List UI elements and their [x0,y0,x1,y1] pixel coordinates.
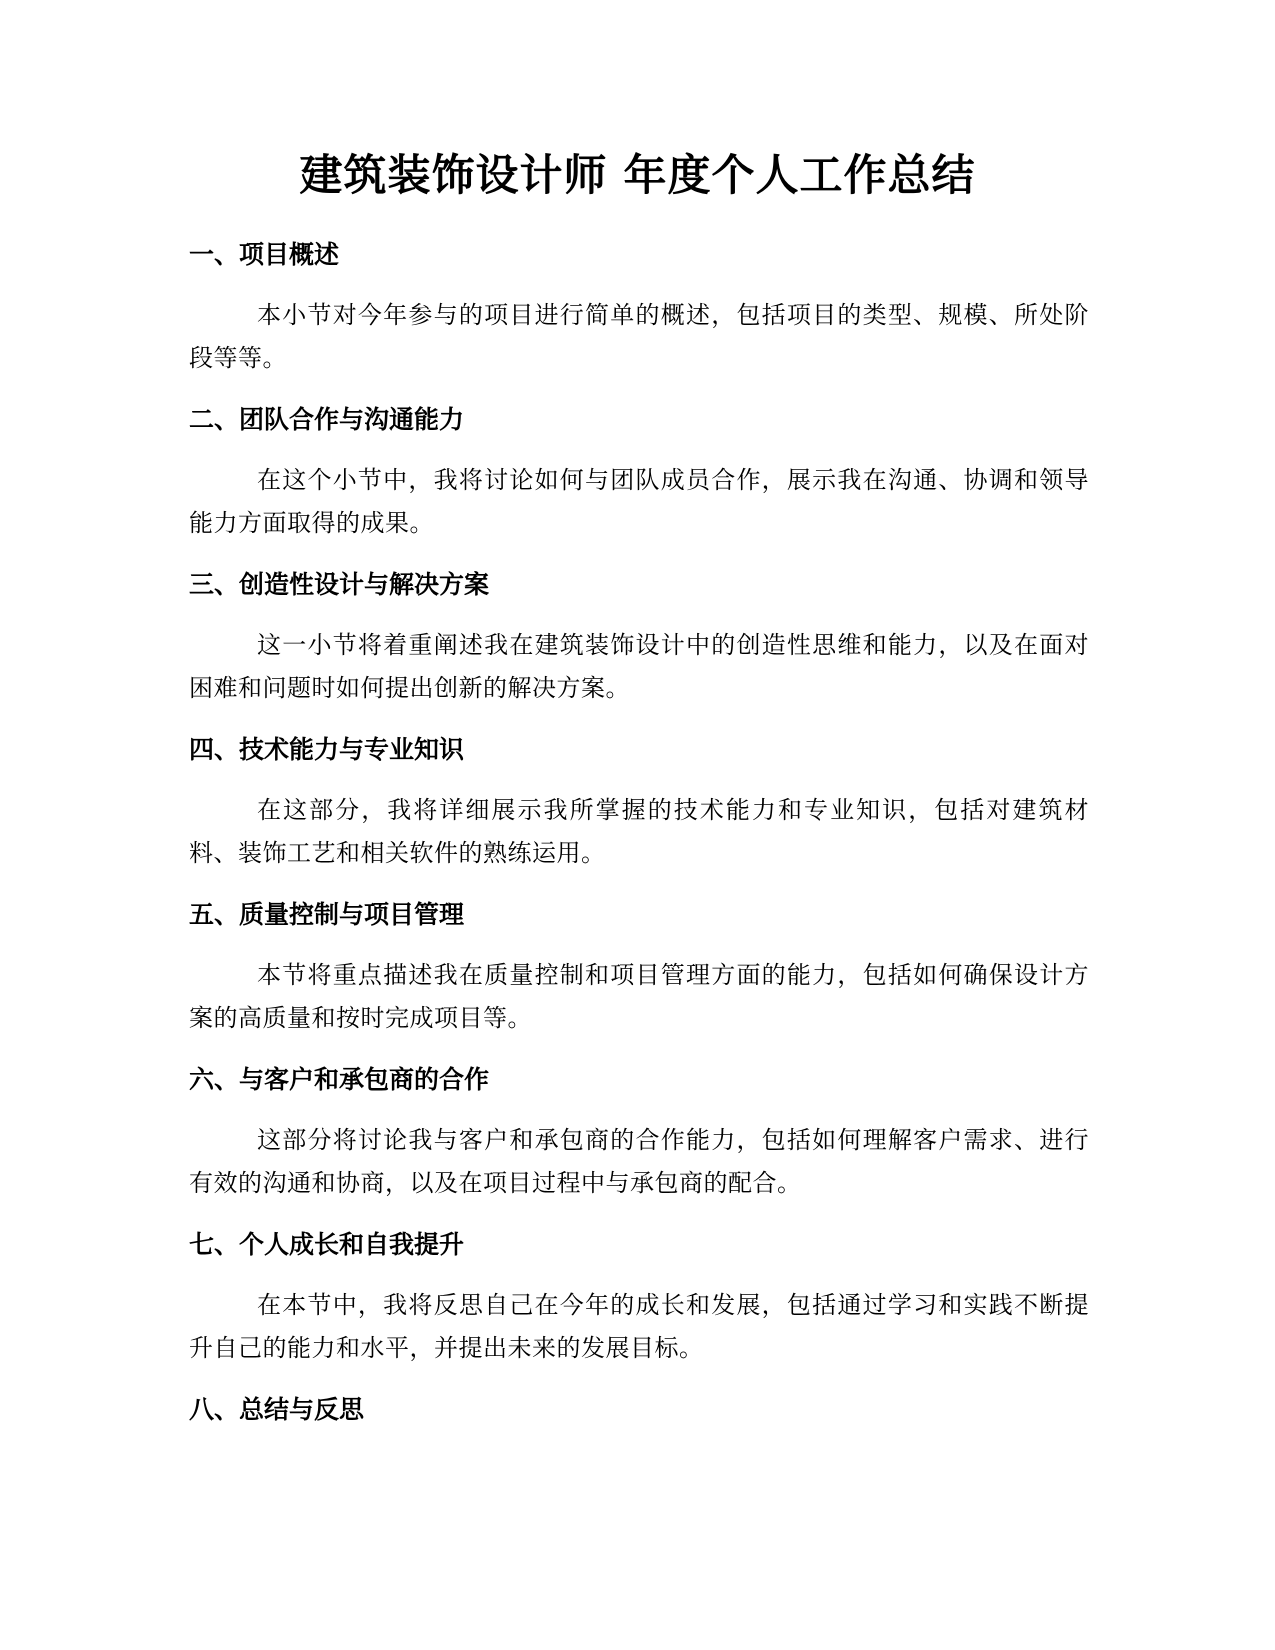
section-heading: 五、质量控制与项目管理 [189,900,465,929]
section-heading: 四、技术能力与专业知识 [189,735,465,764]
section-body: 这一小节将着重阐述我在建筑装饰设计中的创造性思维和能力，以及在面对困难和问题时如何提出创新的解决方案。 [189,631,1089,702]
section-body: 在本节中，我将反思自己在今年的成长和发展，包括通过学习和实践不断提升自己的能力和水平，并提出未来的发展目标。 [189,1291,1089,1362]
document-title: 建筑装饰设计师 年度个人工作总结 [299,151,976,201]
section-body: 在这个小节中，我将讨论如何与团队成员合作，展示我在沟通、协调和领导能力方面取得的成果。 [189,466,1089,537]
section-teamwork-communication [189,403,1089,545]
section-body: 本节将重点描述我在质量控制和项目管理方面的能力，包括如何确保设计方案的高质量和按时完成项目等。 [189,961,1089,1032]
section-heading: 一、项目概述 [189,240,340,269]
section-heading: 七、个人成长和自我提升 [189,1230,465,1259]
section-body: 这部分将讨论我与客户和承包商的合作能力，包括如何理解客户需求、进行有效的沟通和协商，以及在项目过程中与承包商的配合。 [189,1126,1089,1197]
section-heading: 二、团队合作与沟通能力 [189,405,465,434]
section-technical-skills [189,733,1089,875]
section-heading: 三、创造性设计与解决方案 [189,570,490,599]
section-summary-reflection [189,1393,1089,1427]
section-client-contractor-cooperation [189,1063,1089,1205]
section-heading: 六、与客户和承包商的合作 [189,1065,490,1094]
section-body: 本小节对今年参与的项目进行简单的概述，包括项目的类型、规模、所处阶段等等。 [189,301,1089,372]
section-quality-project-management [189,898,1089,1040]
section-heading: 八、总结与反思 [189,1395,365,1424]
section-project-overview [189,238,1089,380]
section-personal-growth [189,1228,1089,1370]
section-body: 在这部分，我将详细展示我所掌握的技术能力和专业知识，包括对建筑材料、装饰工艺和相关软件的熟练运用。 [189,796,1089,867]
section-creative-design [189,568,1089,710]
